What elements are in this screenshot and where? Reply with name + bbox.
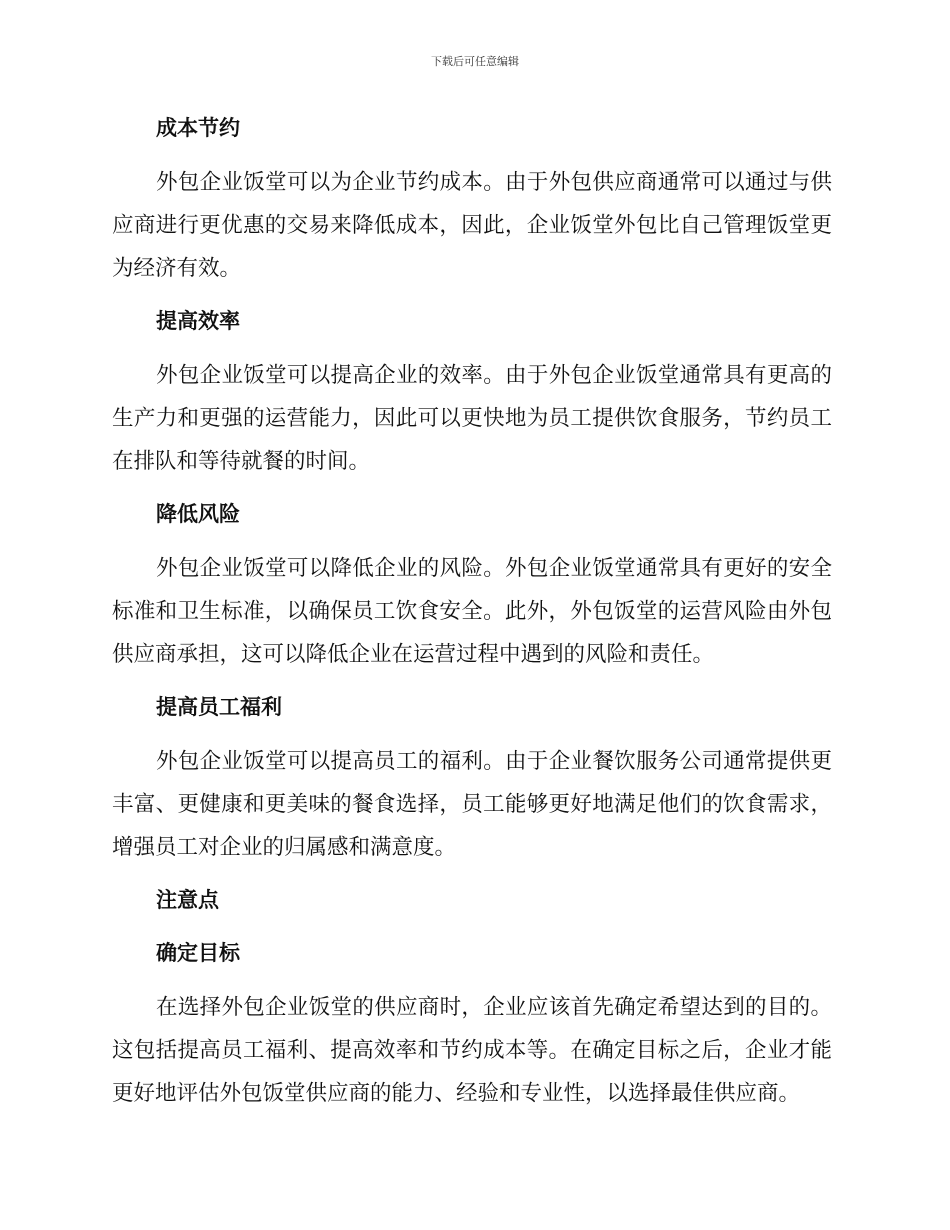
section-heading-efficiency: 提高效率 — [156, 309, 240, 333]
subsection-paragraph-goals: 在选择外包企业饭堂的供应商时，企业应该首先确定希望达到的目的。这包括提高员工福利、提高效率和节约成本等。在确定目标之后，企业才能更好地评估外包饭堂供应商的能力、经验和专业性，以选择最佳供应商。 — [112, 995, 832, 1106]
header-note: 下载后可任意编辑 — [431, 55, 519, 68]
section-paragraph-welfare: 外包企业饭堂可以提高员工的福利。由于企业餐饮服务公司通常提供更丰富、更健康和更美味的餐食选择，员工能够更好地满足他们的饮食需求，增强员工对企业的归属感和满意度。 — [112, 749, 832, 860]
section-paragraph-efficiency: 外包企业饭堂可以提高企业的效率。由于外包企业饭堂通常具有更高的生产力和更强的运营能力，因此可以更快地为员工提供饮食服务，节约员工在排队和等待就餐的时间。 — [112, 363, 832, 474]
section-paragraph-risk: 外包企业饭堂可以降低企业的风险。外包企业饭堂通常具有更好的安全标准和卫生标准，以确保员工饮食安全。此外，外包饭堂的运营风险由外包供应商承担，这可以降低企业在运营过程中遇到的风险和责任。 — [112, 556, 832, 667]
section-paragraph-cost-saving: 外包企业饭堂可以为企业节约成本。由于外包供应商通常可以通过与供应商进行更优惠的交易来降低成本，因此，企业饭堂外包比自己管理饭堂更为经济有效。 — [112, 170, 832, 281]
section-heading-risk: 降低风险 — [156, 502, 240, 526]
section-heading-welfare: 提高员工福利 — [156, 695, 282, 719]
document-body — [112, 108, 832, 1115]
subsection-heading-goals: 确定目标 — [156, 941, 240, 965]
section-heading-cost-saving: 成本节约 — [156, 116, 240, 140]
section-title-notes: 注意点 — [156, 888, 219, 912]
